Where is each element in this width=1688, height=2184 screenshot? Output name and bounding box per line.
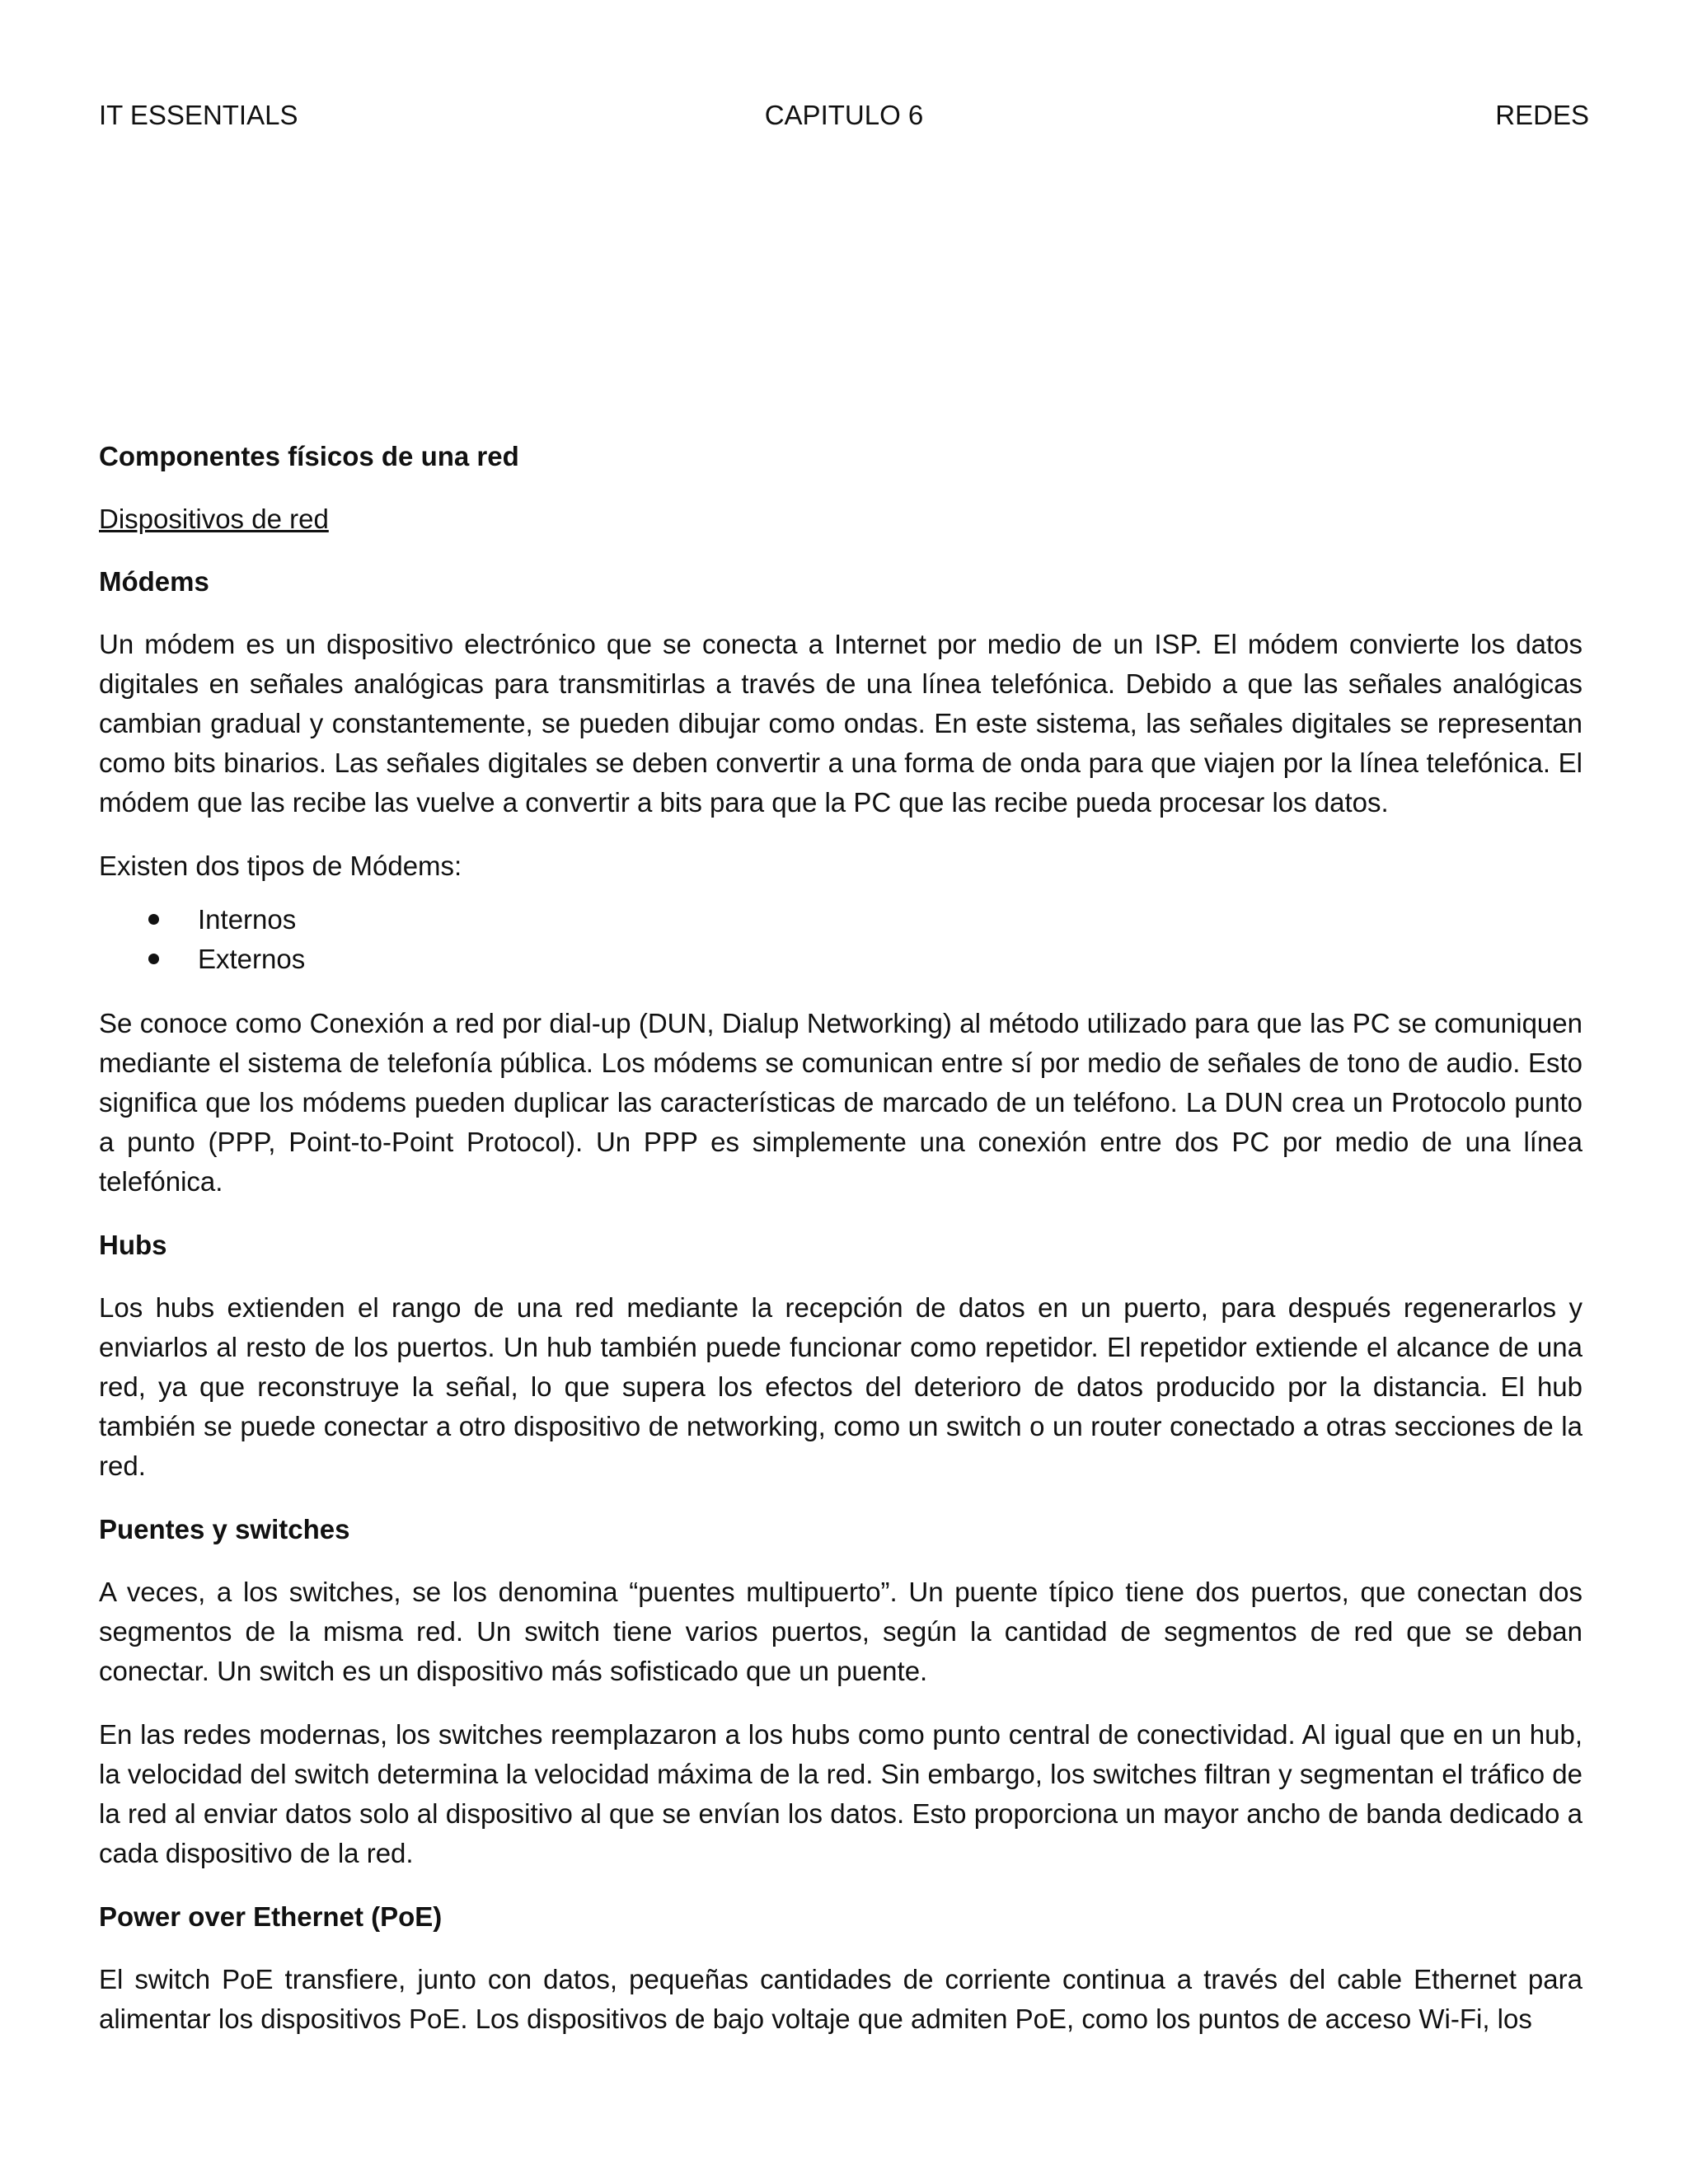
bullet-icon <box>148 914 159 925</box>
paragraph-poe-1: El switch PoE transfiere, junto con datos, pequeñas cantidades de corriente continua a través del cable Ethernet para alimentar los dispositivos PoE. Los dispositivos de bajo voltaje que admiten PoE, como los puntos de acceso Wi-Fi, los <box>99 1964 1582 2034</box>
paragraph-bridges-2: En las redes modernas, los switches reemplazaron a los hubs como punto central de conectividad. Al igual que en un hub, la velocidad del switch determina la velocidad máxima de la red. Sin embargo, los switches filtran y segmentan el tráfico de la red al enviar datos solo al dispositivo al que se envían los datos. Esto proporciona un mayor ancho de banda dedicado a cada dispositivo de la red. <box>99 1719 1582 1868</box>
list-item <box>198 900 1582 940</box>
list-item-text: Externos <box>198 944 306 974</box>
paragraph-bridges-1: A veces, a los switches, se los denomina “puentes multipuerto”. Un puente típico tiene dos puertos, que conectan dos segmentos de la misma red. Un switch tiene varios puertos, según la cantidad de segmentos de red que se deban conectar. Un switch es un dispositivo más sofisticado que un puente. <box>99 1577 1582 1686</box>
paragraph-modems-3: Se conoce como Conexión a red por dial-up (DUN, Dialup Networking) al método utilizado para que las PC se comuniquen mediante el sistema de telefonía pública. Los módems se comunican entre sí por medio de señales de tono de audio. Esto significa que los módems pueden duplicar las características de marcado de un teléfono. La DUN crea un Protocolo punto a punto (PPP, Point-to-Point Protocol). Un PPP es simplemente una conexión entre dos PC por medio de una línea telefónica. <box>99 1008 1582 1197</box>
heading-modems: Módems <box>99 566 209 597</box>
bullet-icon <box>148 954 159 964</box>
list-item <box>198 940 1582 979</box>
modem-types-list <box>99 900 1582 979</box>
paragraph-modems-1: Un módem es un dispositivo electrónico que se conecta a Internet por medio de un ISP. El módem convierte los datos digitales en señales analógicas para transmitirlas a través de una línea telefónica. Debido a que las señales analógicas cambian gradual y constantemente, se pueden dibujar como ondas. En este sistema, las señales digitales se representan como bits binarios. Las señales digitales se deben convertir a una forma de onda para que viajen por la línea telefónica. El módem que las recibe las vuelve a convertir a bits para que la PC que las recibe pueda procesar los datos. <box>99 629 1582 818</box>
heading-poe: Power over Ethernet (PoE) <box>99 1901 443 1932</box>
header-right-text: REDES <box>1495 100 1589 130</box>
paragraph-hubs-1: Los hubs extienden el rango de una red mediante la recepción de datos en un puerto, para después regenerarlos y enviarlos al resto de los puertos. Un hub también puede funcionar como repetidor. El repetidor extiende el alcance de una red, ya que reconstruye la señal, lo que supera los efectos del deterioro de datos producido por la distancia. El hub también se puede conectar a otro dispositivo de networking, como un switch o un router conectado a otras secciones de la red. <box>99 1292 1582 1481</box>
heading-bridges-switches: Puentes y switches <box>99 1514 350 1544</box>
section-subtitle: Dispositivos de red <box>99 504 329 534</box>
header-center-text: CAPITULO 6 <box>764 100 924 130</box>
document-body <box>99 437 1582 2063</box>
section-title: Componentes físicos de una red <box>99 441 519 471</box>
header-left-text: IT ESSENTIALS <box>99 100 298 130</box>
list-item-text: Internos <box>198 904 297 935</box>
page-header <box>99 97 1589 134</box>
heading-hubs: Hubs <box>99 1230 167 1260</box>
paragraph-modems-2: Existen dos tipos de Módems: <box>99 851 462 881</box>
